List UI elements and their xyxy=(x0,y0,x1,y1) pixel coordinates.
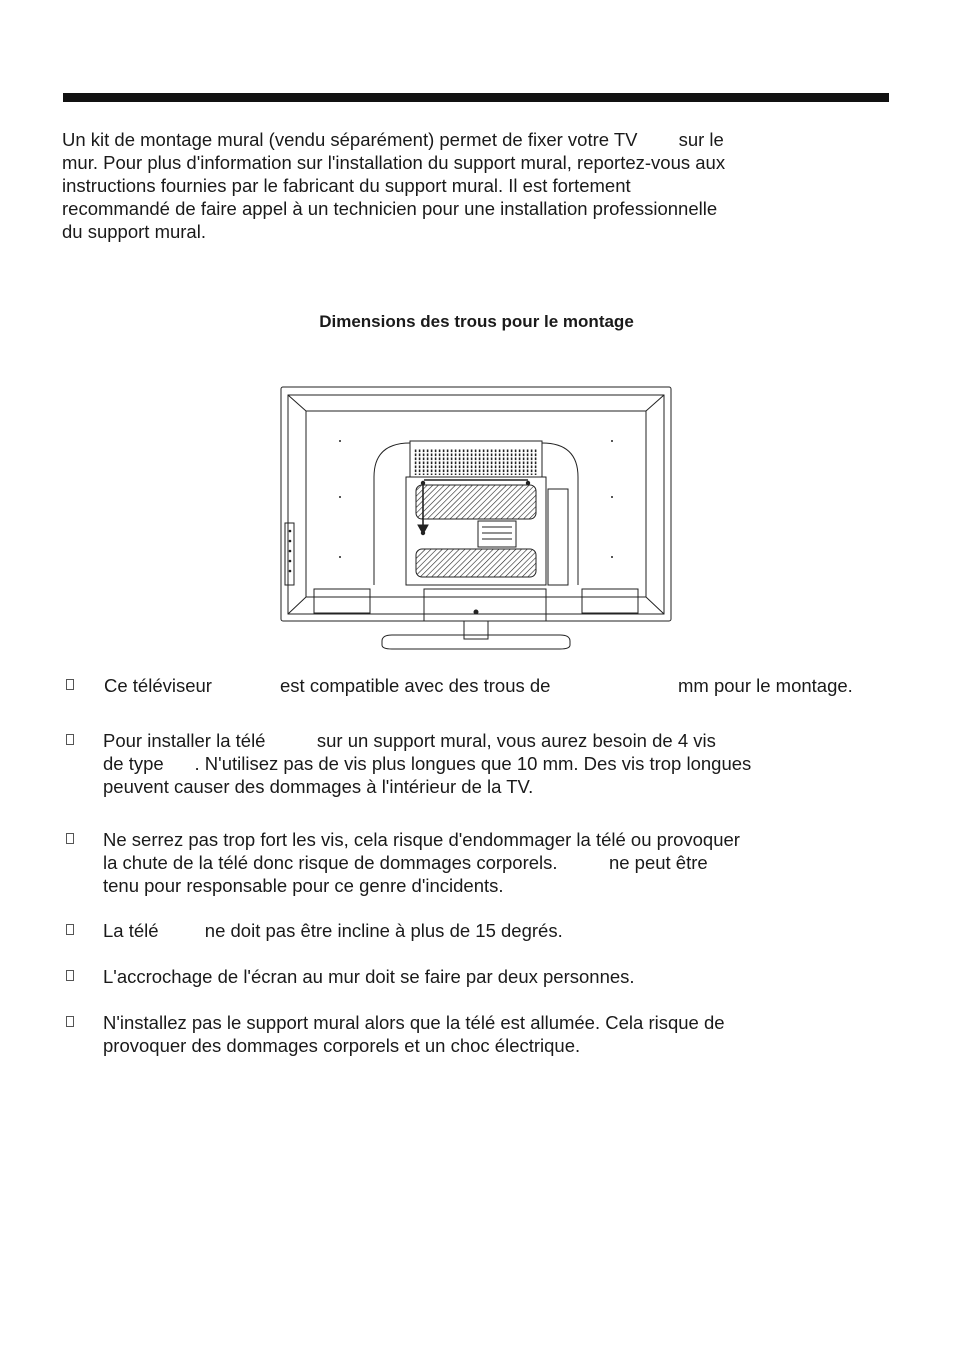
bullet-box-icon xyxy=(66,924,74,935)
bullet-text-part: est compatible avec des trous de xyxy=(280,675,551,696)
bullet-line: peuvent causer des dommages à l'intérieur de la TV. xyxy=(103,776,534,797)
mount-hole-top xyxy=(416,485,536,519)
bullet-box-icon xyxy=(66,679,74,690)
vent-grille xyxy=(414,449,538,475)
bullet-box-icon xyxy=(66,833,74,844)
stand-neck xyxy=(464,621,488,639)
connector-column xyxy=(548,489,568,585)
bullet-line: la chute de la télé donc risque de dommages corporels. ne peut être xyxy=(103,852,708,873)
intro-line: du support mural. xyxy=(62,221,206,242)
bullet-text-part: mm pour le montage. xyxy=(678,675,853,696)
bullet-line: provoquer des dommages corporels et un choc électrique. xyxy=(103,1035,581,1056)
stand-base xyxy=(382,635,570,649)
bullet-text-part: Ce téléviseur xyxy=(104,675,212,696)
bullet-line: N'installez pas le support mural alors que la télé est allumée. Cela risque de xyxy=(103,1012,725,1033)
bullet-line: de type . N'utilisez pas de vis plus longues que 10 mm. Des vis trop longues xyxy=(103,753,752,774)
intro-paragraph xyxy=(62,128,892,243)
bullet-box-icon xyxy=(66,970,74,981)
header-rule xyxy=(63,93,889,102)
tv-back-diagram xyxy=(278,385,674,651)
rating-label xyxy=(478,521,516,547)
bullet-line: Pour installer la télé sur un support mural, vous aurez besoin de 4 vis xyxy=(103,730,716,751)
mount-hole-bottom xyxy=(416,549,536,577)
bullet-line: Ne serrez pas trop fort les vis, cela risque d'endommager la télé ou provoquer xyxy=(103,829,740,850)
bullet-line: La télé ne doit pas être incline à plus de 15 degrés. xyxy=(103,920,563,941)
intro-line: recommandé de faire appel à un technicien pour une installation professionnelle xyxy=(62,198,718,219)
intro-line: Un kit de montage mural (vendu séparément) permet de fixer votre TV sur le xyxy=(62,129,724,150)
bullet-box-icon xyxy=(66,734,74,745)
intro-line: mur. Pour plus d'information sur l'installation du support mural, reportez-vous aux xyxy=(62,152,726,173)
bottom-port-area xyxy=(424,589,546,621)
side-button-panel xyxy=(285,523,294,585)
bullet-line: tenu pour responsable pour ce genre d'incidents. xyxy=(103,875,504,896)
bullet-box-icon xyxy=(66,1016,74,1027)
diagram-caption: Dimensions des trous pour le montage xyxy=(319,312,634,331)
bullet-line: L'accrochage de l'écran au mur doit se faire par deux personnes. xyxy=(103,966,635,987)
intro-line: instructions fournies par le fabricant du support mural. Il est fortement xyxy=(62,175,631,196)
